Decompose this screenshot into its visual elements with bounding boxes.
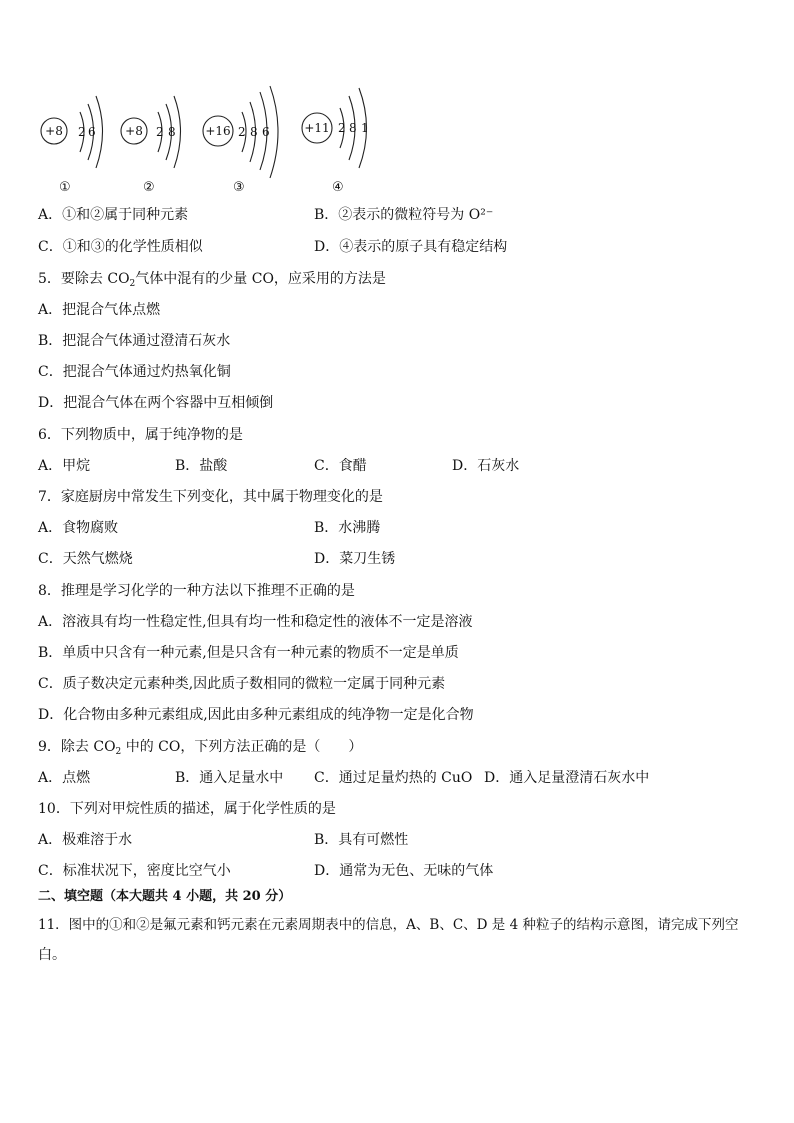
nucleus-label-1: +8 — [45, 124, 63, 138]
section-heading: 二、填空题（本大题共 4 小题，共 20 分） — [38, 889, 292, 904]
atom-structure-diagram — [36, 82, 376, 200]
q6-stem: 6．下列物质中，属于纯净物的是 — [38, 427, 243, 443]
q8-option-b: B．单质中只含有一种元素,但是只含有一种元素的物质不一定是单质 — [38, 645, 459, 661]
shell-label: 6 — [262, 125, 270, 139]
q7-stem: 7．家庭厨房中常发生下列变化，其中属于物理变化的是 — [38, 489, 383, 505]
q7-option-c: C．天然气燃烧 — [38, 551, 133, 567]
q8-option-a: A．溶液具有均一性稳定性,但具有均一性和稳定性的液体不一定是溶液 — [38, 614, 473, 630]
q5-option-a: A．把混合气体点燃 — [38, 302, 161, 318]
shell-label: 8 — [250, 125, 258, 139]
q4-option-c: C．①和③的化学性质相似 — [38, 239, 203, 255]
shell-label: 2 — [338, 121, 346, 135]
q5-option-b: B．把混合气体通过澄清石灰水 — [38, 333, 231, 349]
atom-number-label: ④ — [332, 180, 344, 195]
shell-label: 1 — [361, 121, 369, 135]
q9-option-c: C．通过足量灼热的 CuO — [314, 770, 473, 786]
q11-stem-line2: 白。 — [38, 947, 66, 963]
q5-option-d: D．把混合气体在两个容器中互相倾倒 — [38, 395, 274, 411]
q10-option-d: D．通常为无色、无味的气体 — [314, 863, 494, 879]
shell-label: 8 — [349, 121, 357, 135]
q7-option-a: A．食物腐败 — [38, 520, 119, 536]
q11-stem-line1: 11．图中的①和②是氟元素和钙元素在元素周期表中的信息，A、B、C、D 是 4 种粒子的结构示意图，请完成下列空 — [38, 917, 739, 933]
atom-number-label: ① — [59, 180, 71, 195]
q5-option-c: C．把混合气体通过灼热氧化铜 — [38, 364, 231, 380]
q10-stem: 10．下列对甲烷性质的描述，属于化学性质的是 — [38, 801, 336, 817]
nucleus-label-4: +11 — [304, 121, 330, 135]
q8-option-d: D．化合物由多种元素组成,因此由多种元素组成的纯净物一定是化合物 — [38, 707, 474, 723]
q8-stem: 8．推理是学习化学的一种方法以下推理不正确的是 — [38, 583, 355, 599]
atom-number-label: ② — [143, 180, 155, 195]
q7-option-d: D．菜刀生锈 — [314, 551, 396, 567]
shell-label: 6 — [88, 125, 96, 139]
nucleus-label-3: +16 — [205, 124, 231, 138]
atom-number-label: ③ — [233, 180, 245, 195]
nucleus-label-2: +8 — [125, 124, 143, 138]
q4-option-b: B．②表示的微粒符号为 O²⁻ — [314, 207, 494, 223]
shell-label: 2 — [156, 125, 164, 139]
q5-stem: 5．要除去 $CO_2$气体中混有的少量 CO，应采用的方法是 — [38, 271, 386, 289]
q9-option-b: B．通入足量水中 — [175, 770, 284, 786]
q6-option-d: D．石灰水 — [452, 458, 520, 474]
q10-option-a: A．极难溶于水 — [38, 832, 133, 848]
q10-option-b: B．具有可燃性 — [314, 832, 409, 848]
q8-option-c: C．质子数决定元素种类,因此质子数相同的微粒一定属于同种元素 — [38, 676, 446, 692]
q6-option-a: A．甲烷 — [38, 458, 91, 474]
q9-option-d: D．通入足量澄清石灰水中 — [484, 770, 650, 786]
q6-option-c: C．食醋 — [314, 458, 367, 474]
q4-option-a: A．①和②属于同种元素 — [38, 207, 189, 223]
q6-option-b: B．盐酸 — [175, 458, 228, 474]
q7-option-b: B．水沸腾 — [314, 520, 381, 536]
shell-label: 8 — [168, 125, 176, 139]
shell-label: 2 — [78, 125, 86, 139]
q4-option-d: D．④表示的原子具有稳定结构 — [314, 239, 508, 255]
q9-stem: 9．除去 $CO_2$ 中的 CO，下列方法正确的是（ ） — [38, 739, 363, 757]
q9-option-a: A．点燃 — [38, 770, 91, 786]
q10-option-c: C．标准状况下，密度比空气小 — [38, 863, 231, 879]
shell-label: 2 — [238, 125, 246, 139]
